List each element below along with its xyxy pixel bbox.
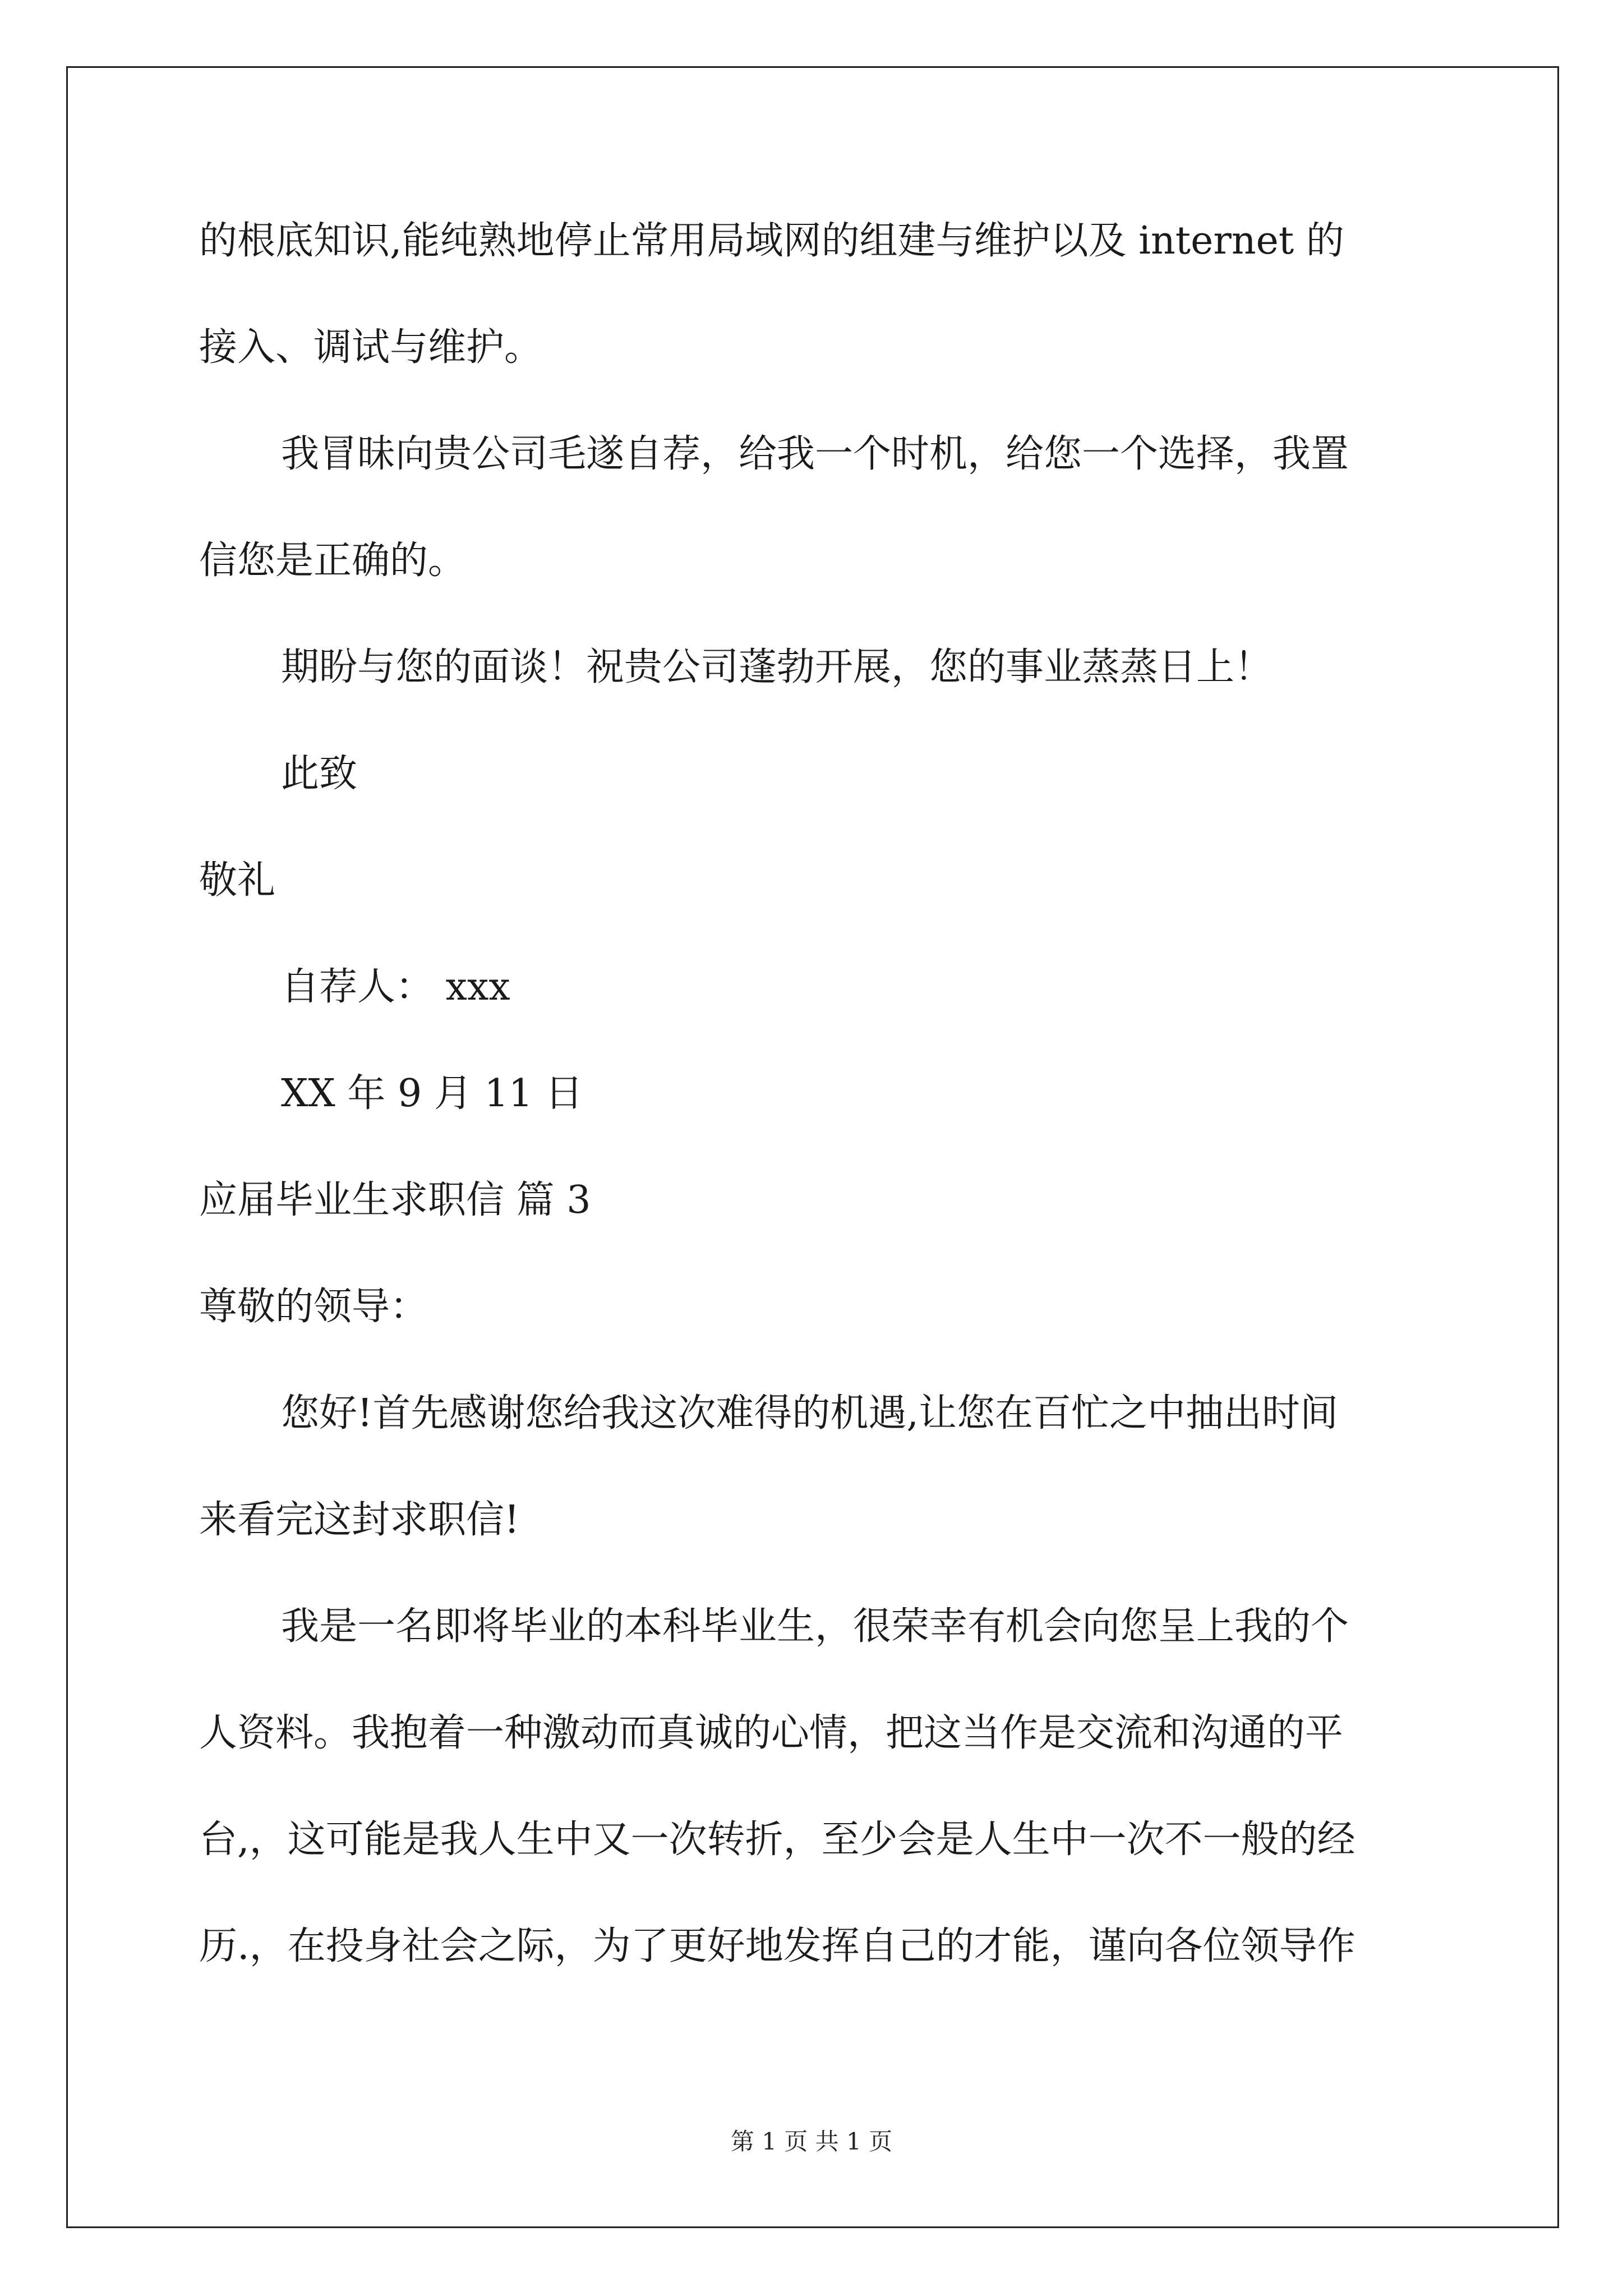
page-footer: 第 1 页 共 1 页	[730, 2128, 893, 2155]
section-heading: 应届毕业生求职信 篇 3	[199, 1178, 591, 1222]
text-line-16: 台,，这可能是我人生中又一次转折，至少会是人生中一次不一般的经	[199, 1818, 1355, 1862]
text-line-14: 我是一名即将毕业的本科毕业生，很荣幸有机会向您呈上我的个	[281, 1604, 1349, 1649]
text-line-1: 的根底知识,能纯熟地停止常用局域网的组建与维护以及 internet 的	[199, 219, 1344, 263]
text-line-17: 历.，在投身社会之际，为了更好地发挥自己的才能，谨向各位领导作	[199, 1924, 1355, 1968]
text-line-13: 来看完这封求职信!	[199, 1498, 520, 1542]
text-line-4: 信您是正确的。	[199, 539, 467, 583]
text-line-closing: 此致	[281, 752, 358, 796]
signature-line: 自荐人： xxx	[281, 965, 510, 1009]
page-border	[66, 66, 1559, 2228]
text-line-2: 接入、调试与维护。	[199, 325, 543, 370]
date-line: XX 年 9 月 11 日	[281, 1071, 583, 1116]
text-line-3: 我冒昧向贵公司毛遂自荐，给我一个时机，给您一个选择，我置	[281, 432, 1349, 476]
greeting-line: 尊敬的领导：	[199, 1285, 428, 1329]
text-line-5: 期盼与您的面谈！祝贵公司蓬勃开展，您的事业蒸蒸日上！	[281, 645, 1273, 689]
text-line-15: 人资料。我抱着一种激动而真诚的心情，把这当作是交流和沟通的平	[199, 1711, 1344, 1755]
text-line-salutation: 敬礼	[199, 858, 276, 903]
text-line-12: 您好!首先感谢您给我这次难得的机遇,让您在百忙之中抽出时间	[281, 1391, 1338, 1435]
